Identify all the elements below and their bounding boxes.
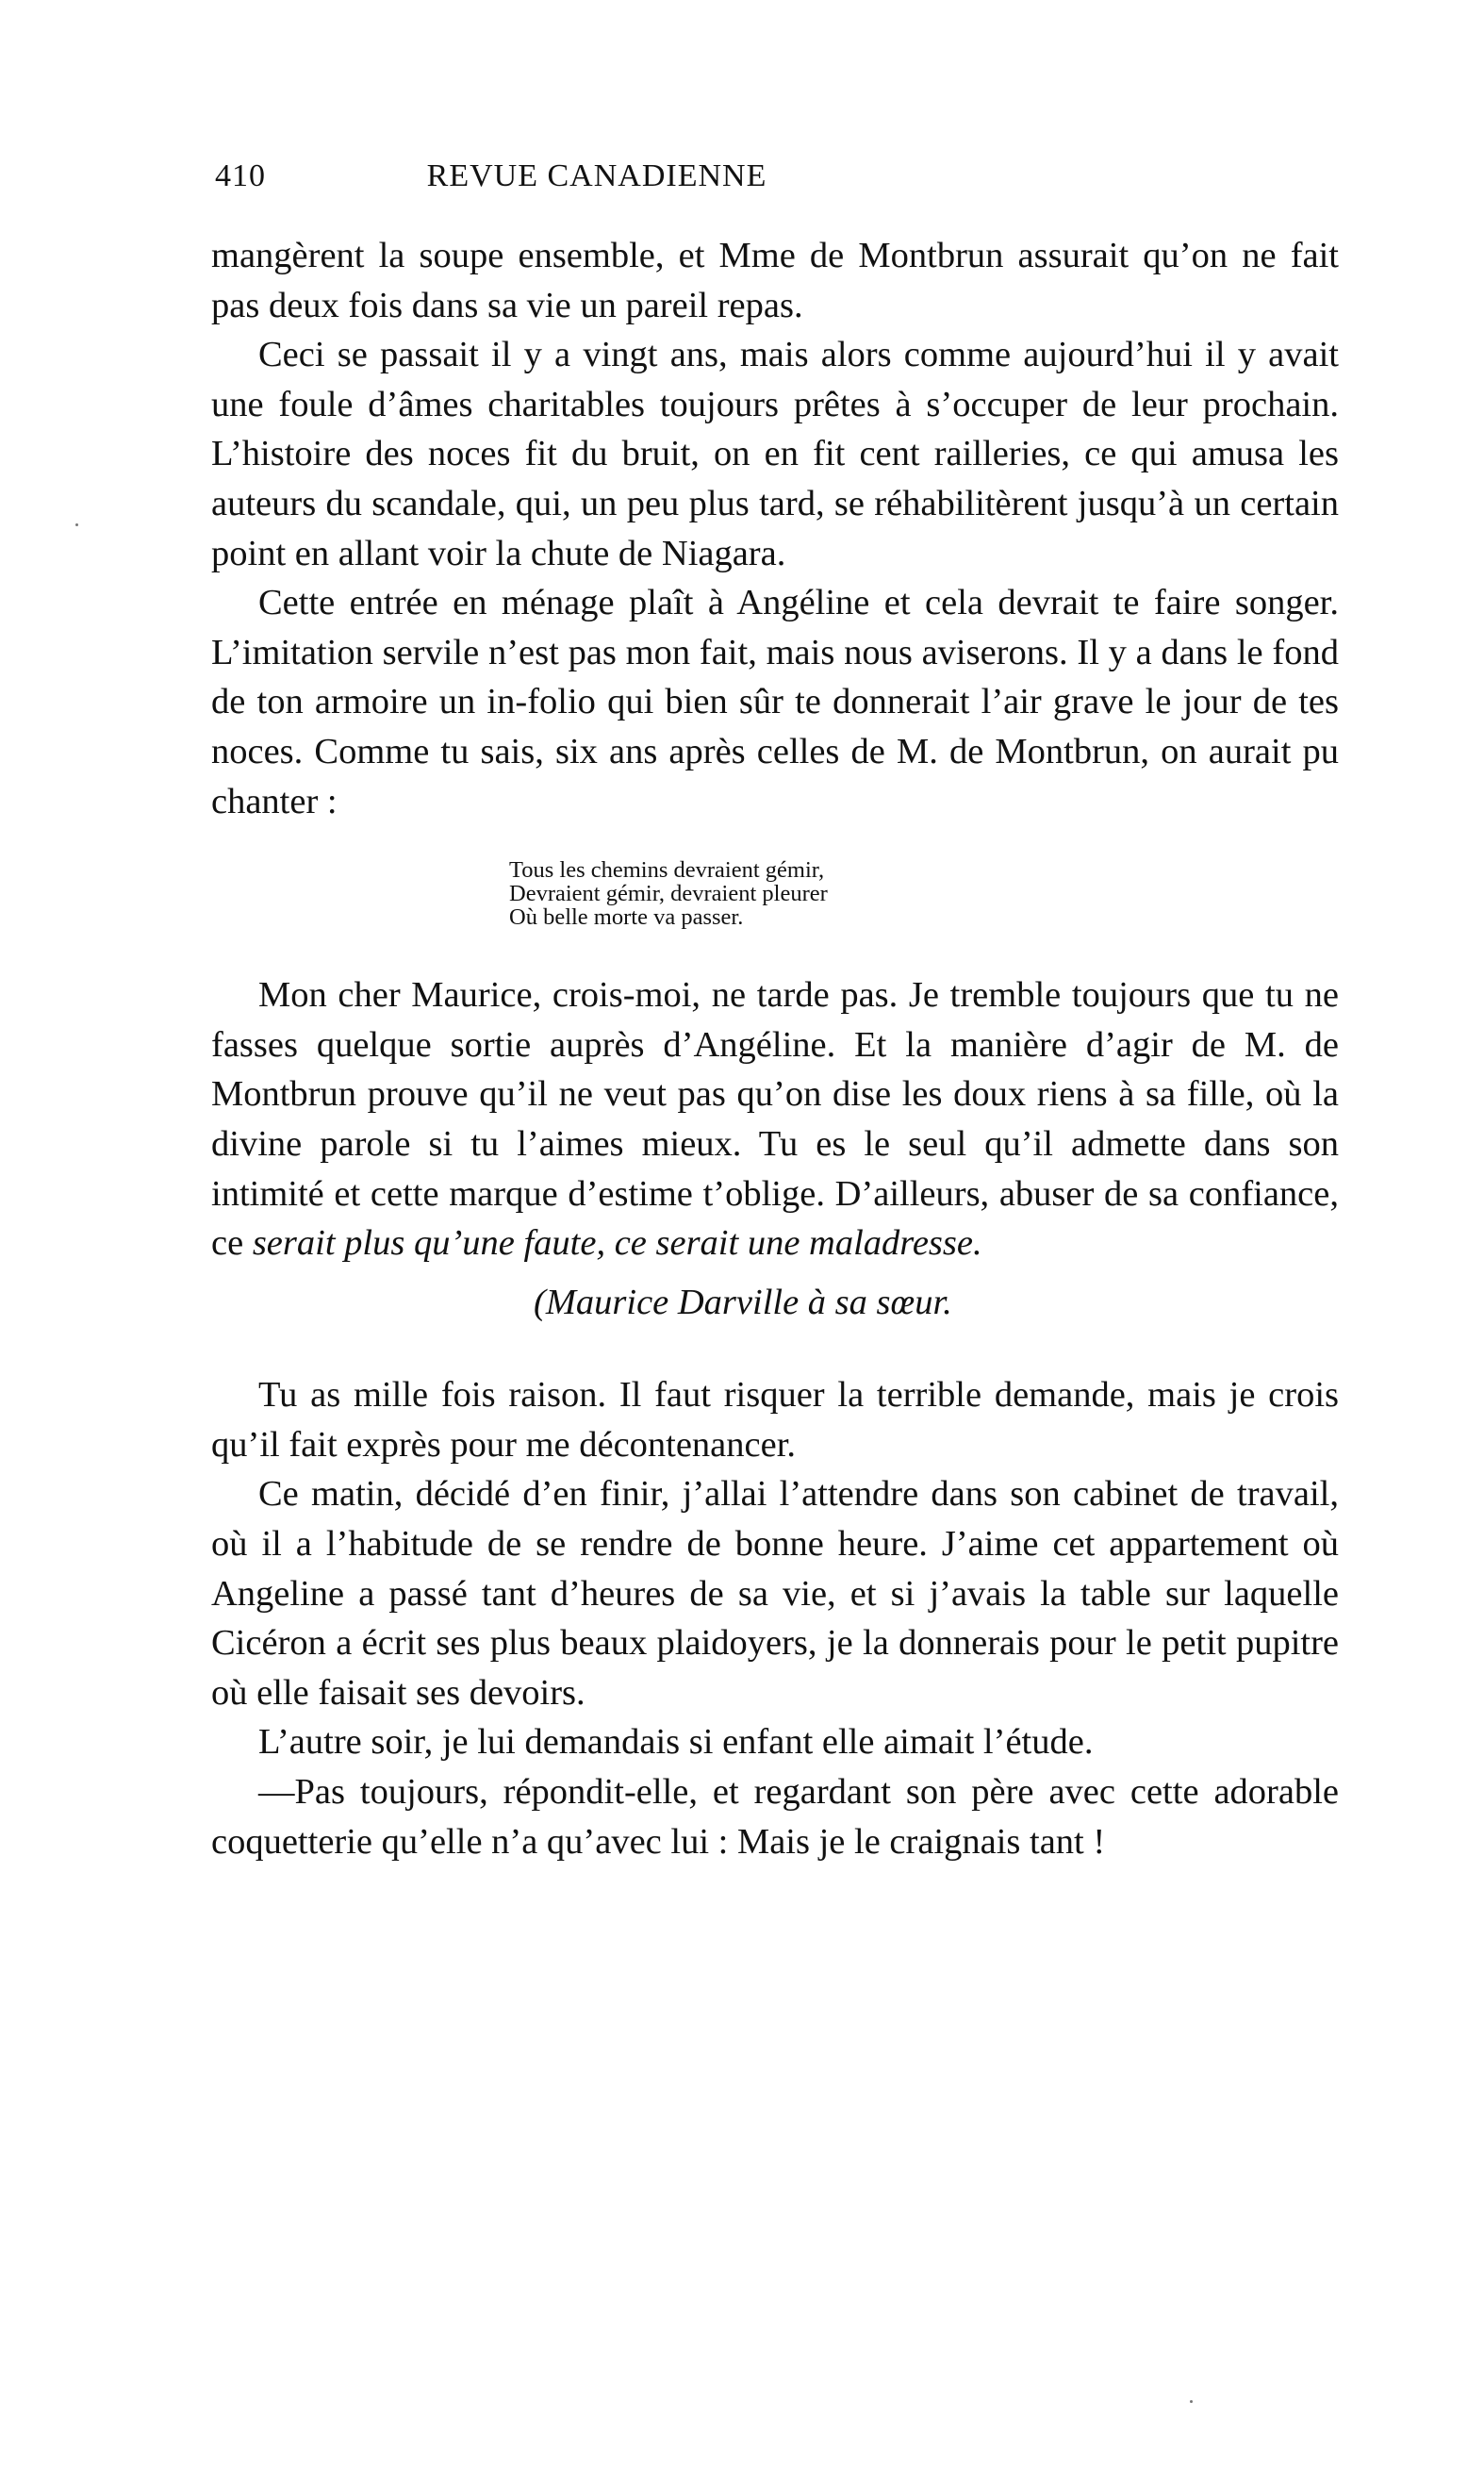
letter-paragraph-dialogue: —Pas toujours, répondit-elle, et regardant son père avec cette adorable coquetterie qu’elle n’a qu’avec lui : Mais je le craignais tant ! (211, 1772, 1339, 1862)
letter-text: Mon cher Maurice, crois-moi, ne tarde pas. Je tremble toujours que tu ne fasses quelque sortie auprès d’Angéline. Et la manière d’agir de M. de Montbrun prouve qu’il ne veut pas qu’on dise les doux riens à sa fille, où la divine parole si tu l’aimes mieux. Tu es le seul qu’il admette dans son intimité et cette marque d’estime t’oblige. D’ailleurs, abuser de sa confiance, ce (211, 975, 1339, 1264)
paragraph-noces: Ceci se passait il y a vingt ans, mais alors comme aujourd’hui il y avait une foule d’âmes charitables toujours prêtes à s’occuper de leur prochain. L’histoire des noces fit du bruit, on en fit cent railleries, ce qui amusa les auteurs du scandale, qui, un peu plus tard, se réhabilitèrent jusqu’à un certain point en allant voir la chute de Niagara. (211, 335, 1339, 573)
running-title: REVUE CANADIENNE (426, 158, 767, 193)
page-header (215, 158, 979, 206)
paper-speck (75, 523, 78, 526)
verse-line: Tous les chemins devraient gémir, (509, 857, 825, 884)
page-body (211, 231, 1339, 1866)
letter-paragraph-sister (211, 970, 1339, 1268)
letter-paragraph-reply: Tu as mille fois raison. Il faut risquer la terrible demande, mais je crois qu’il fait exprès pour me décontenancer. (211, 1375, 1339, 1465)
paragraph-continuation: mangèrent la soupe ensemble, et Mme de Montbrun assurait qu’on ne fait pas deux fois dans sa vie un pareil repas. (211, 236, 1339, 325)
page-number: 410 (215, 158, 266, 193)
letter-paragraph-cabinet: Ce matin, décidé d’en finir, j’allai l’attendre dans son cabinet de travail, où il a l’habitude de se rendre de bonne heure. J’aime cet appartement où Angeline a passé tant d’heures de sa vie, et si j’avais la table sur laquelle Cicéron a écrit ses plus beaux plaidoyers, je la donnerais pour le petit pupitre où elle faisait ses devoirs. (211, 1474, 1339, 1713)
letter-italic-ending: serait plus qu’une faute, ce serait une maladresse. (252, 1223, 982, 1264)
paper-speck (1190, 2400, 1193, 2403)
verse-line: Où belle morte va passer. (509, 904, 744, 931)
letter-heading-signature: (Maurice Darville à sa sœur. (534, 1282, 952, 1322)
verse-line: Devraient gémir, devraient pleurer (509, 881, 828, 907)
paragraph-menage: Cette entrée en ménage plaît à Angéline et cela devrait te faire songer. L’imitation servile n’est pas mon fait, mais nous aviserons. Il y a dans le fond de ton armoire un in-folio qui bien sûr te donnerait l’air grave le jour de tes noces. Comme tu sais, six ans après celles de M. de Montbrun, on aurait pu chanter : (211, 583, 1339, 821)
verse-quote (509, 858, 1339, 929)
letter-paragraph-etude: L’autre soir, je lui demandais si enfant elle aimait l’étude. (258, 1722, 1094, 1763)
